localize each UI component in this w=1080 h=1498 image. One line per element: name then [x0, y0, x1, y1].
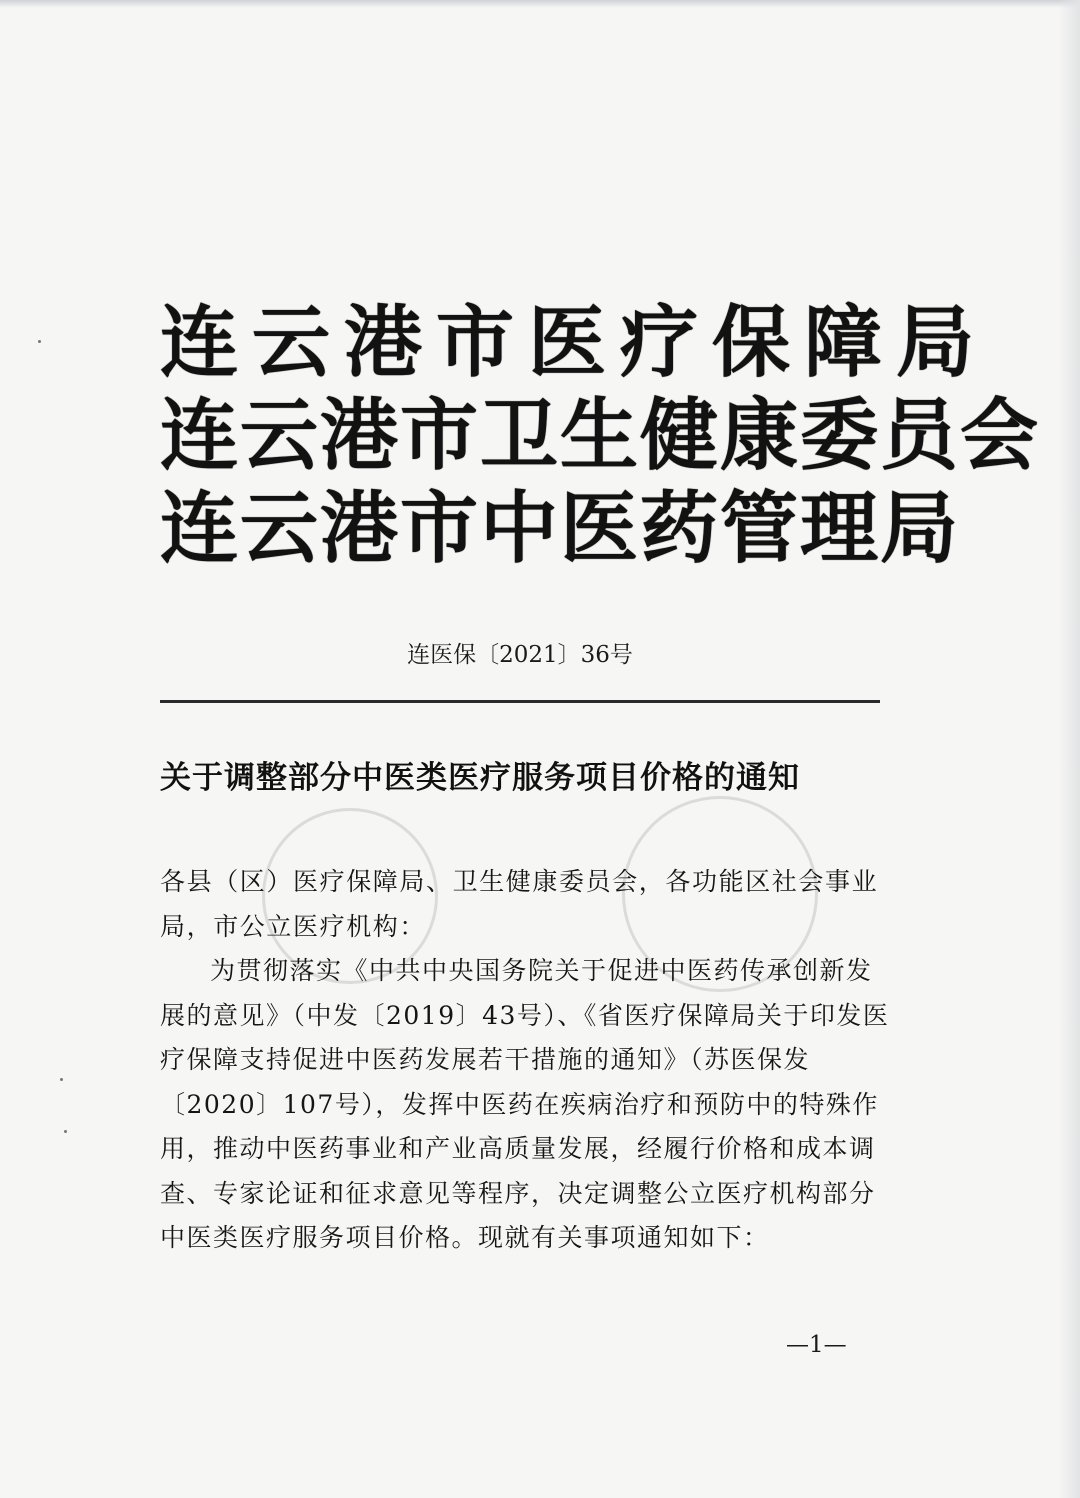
issuer-name: 连云港市卫生健康委员会 — [160, 390, 1041, 481]
body-paragraph: 为贯彻落实《中共中央国务院关于促进中医药传承创新发展的意见》（中发〔2019〕43号）、《省医疗保障局关于印发医疗保障支持促进中医药发展若干措施的通知》（苏医保发〔2020〕107号），发挥中医药在疾病治疗和预防中的特殊作用，推动中医药事业和产业高质量发展，经履行价格和成本调查、专家论证和征求意见等程序，决定调整公立医疗机构部分中医类医疗服务项目价格。现就有关事项通知如下： — [160, 956, 890, 1252]
header-divider — [160, 700, 880, 703]
page-number: —1— — [786, 1332, 847, 1358]
scan-speck — [60, 1078, 63, 1081]
scan-speck — [64, 1130, 67, 1133]
salutation: 各县（区）医疗保障局、卫生健康委员会，各功能区社会事业局，市公立医疗机构： — [160, 867, 879, 941]
document-body — [160, 860, 890, 1261]
issuer-name: 连云港市医疗保障局 — [160, 297, 989, 388]
document-title: 关于调整部分中医类医疗服务项目价格的通知 — [160, 760, 800, 796]
scan-right-edge — [1058, 0, 1080, 1498]
issuing-authorities — [160, 296, 1041, 575]
document-number: 连医保〔2021〕36号 — [407, 642, 633, 668]
scan-top-edge — [0, 0, 1080, 8]
issuer-name: 连云港市中医药管理局 — [160, 483, 961, 574]
scan-speck — [38, 340, 41, 343]
